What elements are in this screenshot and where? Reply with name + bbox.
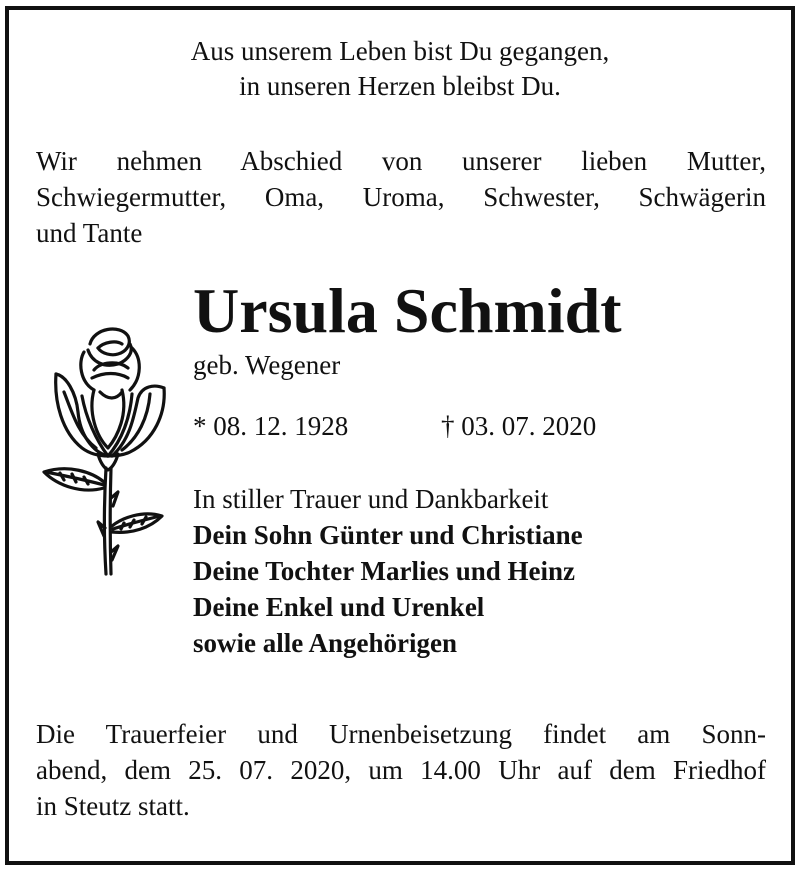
maiden-name: geb. Wegener: [193, 350, 341, 380]
motto-line-1: Aus unserem Leben bist Du gegangen,: [190, 36, 610, 66]
service-line-3: in Steutz statt.: [36, 791, 190, 821]
intro-line-3: und Tante: [36, 218, 143, 248]
mourners: [193, 481, 583, 661]
mourner-line: Deine Enkel und Urenkel: [193, 592, 485, 622]
intro-text: [36, 143, 766, 251]
service-line-1: Die Trauerfeier und Urnenbeisetzung findet am Sonn-: [36, 719, 766, 749]
mourner-line: sowie alle Angehörigen: [193, 628, 457, 658]
service-line-2: abend, dem 25. 07. 2020, um 14.00 Uhr auf dem Friedhof: [36, 755, 766, 785]
life-dates: [193, 409, 597, 443]
service-info: [36, 716, 766, 824]
mourners-intro: In stiller Trauer und Dankbarkeit: [193, 484, 549, 514]
intro-line-2: Schwiegermutter, Oma, Uroma, Schwester, Schwägerin: [36, 182, 766, 212]
motto: [0, 34, 800, 104]
mourner-line: Dein Sohn Günter und Christiane: [193, 520, 583, 550]
birth-date: * 08. 12. 1928: [193, 411, 349, 441]
death-date: † 03. 07. 2020: [441, 411, 597, 441]
deceased-name: Ursula Schmidt: [193, 275, 622, 346]
intro-line-1: Wir nehmen Abschied von unserer lieben Mutter,: [36, 146, 766, 176]
mourner-line: Deine Tochter Marlies und Heinz: [193, 556, 575, 586]
rose-icon: [38, 322, 178, 582]
motto-line-2: in unseren Herzen bleibst Du.: [239, 71, 561, 101]
